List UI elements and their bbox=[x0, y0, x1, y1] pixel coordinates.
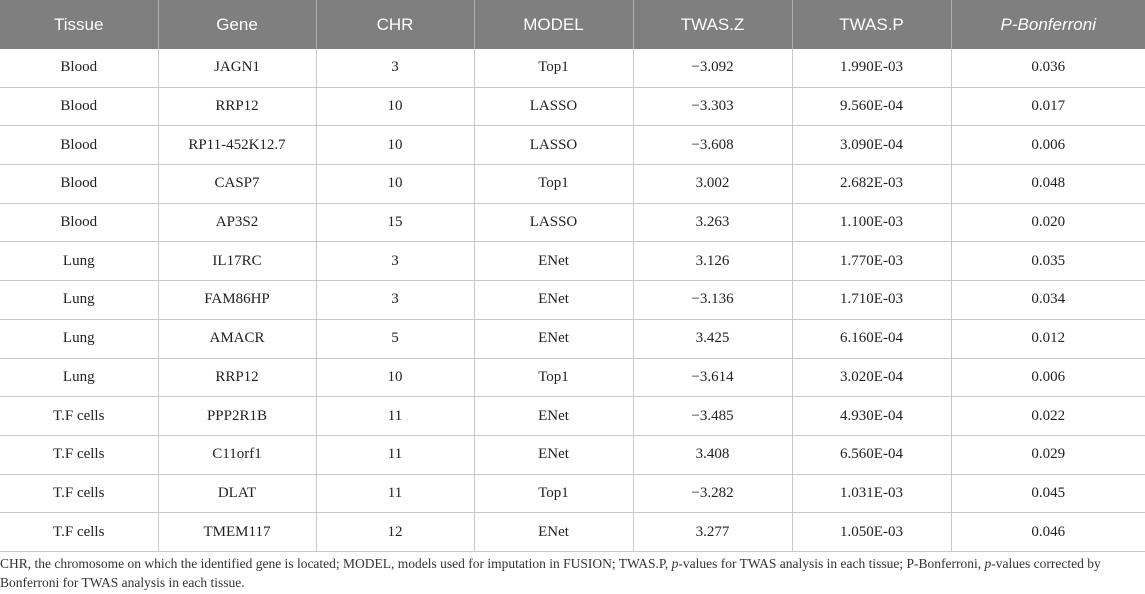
cell-twas-z: −3.092 bbox=[633, 49, 792, 87]
cell-p-bonferroni: 0.048 bbox=[951, 165, 1145, 204]
table-row bbox=[0, 281, 1145, 320]
cell-gene: DLAT bbox=[158, 474, 316, 513]
cell-gene: CASP7 bbox=[158, 165, 316, 204]
cell-model: LASSO bbox=[474, 126, 633, 165]
table-row bbox=[0, 513, 1145, 552]
cell-model: ENet bbox=[474, 281, 633, 320]
cell-tissue: T.F cells bbox=[0, 435, 158, 474]
table-row bbox=[0, 87, 1145, 126]
footnote-part1: CHR, the chromosome on which the identified gene is located; MODEL, models used for imputation in FUSION; TWAS.P, bbox=[0, 556, 672, 571]
cell-twas-p: 9.560E-04 bbox=[792, 87, 951, 126]
cell-p-bonferroni: 0.022 bbox=[951, 397, 1145, 436]
cell-chr: 11 bbox=[316, 397, 474, 436]
table-row bbox=[0, 165, 1145, 204]
cell-gene: FAM86HP bbox=[158, 281, 316, 320]
cell-twas-p: 1.990E-03 bbox=[792, 49, 951, 87]
table-row bbox=[0, 319, 1145, 358]
cell-p-bonferroni: 0.035 bbox=[951, 242, 1145, 281]
cell-chr: 11 bbox=[316, 435, 474, 474]
cell-tissue: Blood bbox=[0, 126, 158, 165]
cell-twas-p: 1.100E-03 bbox=[792, 203, 951, 242]
cell-twas-p: 6.560E-04 bbox=[792, 435, 951, 474]
cell-chr: 10 bbox=[316, 165, 474, 204]
footnote-part3: -values corrected by Bonferroni for TWAS analysis in each tissue. bbox=[0, 556, 1101, 590]
cell-twas-p: 1.770E-03 bbox=[792, 242, 951, 281]
cell-twas-z: −3.136 bbox=[633, 281, 792, 320]
cell-twas-p: 6.160E-04 bbox=[792, 319, 951, 358]
cell-model: Top1 bbox=[474, 474, 633, 513]
cell-chr: 3 bbox=[316, 49, 474, 87]
cell-model: Top1 bbox=[474, 49, 633, 87]
cell-tissue: Lung bbox=[0, 242, 158, 281]
cell-twas-p: 1.031E-03 bbox=[792, 474, 951, 513]
cell-model: ENet bbox=[474, 397, 633, 436]
cell-gene: IL17RC bbox=[158, 242, 316, 281]
cell-twas-z: −3.614 bbox=[633, 358, 792, 397]
cell-twas-p: 4.930E-04 bbox=[792, 397, 951, 436]
cell-twas-z: −3.485 bbox=[633, 397, 792, 436]
cell-p-bonferroni: 0.017 bbox=[951, 87, 1145, 126]
cell-gene: PPP2R1B bbox=[158, 397, 316, 436]
table-row bbox=[0, 203, 1145, 242]
cell-tissue: Lung bbox=[0, 281, 158, 320]
cell-gene: RP11-452K12.7 bbox=[158, 126, 316, 165]
cell-twas-p: 1.050E-03 bbox=[792, 513, 951, 552]
cell-p-bonferroni: 0.006 bbox=[951, 126, 1145, 165]
cell-gene: TMEM117 bbox=[158, 513, 316, 552]
table-row bbox=[0, 435, 1145, 474]
footnote-part2: -values for TWAS analysis in each tissue; P-Bonferroni, bbox=[678, 556, 985, 571]
cell-gene: RRP12 bbox=[158, 87, 316, 126]
cell-chr: 10 bbox=[316, 358, 474, 397]
cell-chr: 11 bbox=[316, 474, 474, 513]
table-row bbox=[0, 242, 1145, 281]
cell-twas-z: −3.608 bbox=[633, 126, 792, 165]
cell-tissue: Blood bbox=[0, 87, 158, 126]
cell-twas-z: 3.002 bbox=[633, 165, 792, 204]
cell-twas-z: −3.282 bbox=[633, 474, 792, 513]
cell-twas-p: 3.020E-04 bbox=[792, 358, 951, 397]
header-gene: Gene bbox=[158, 0, 316, 49]
table-header-row bbox=[0, 0, 1145, 49]
cell-model: Top1 bbox=[474, 358, 633, 397]
table-row bbox=[0, 474, 1145, 513]
cell-twas-z: 3.277 bbox=[633, 513, 792, 552]
cell-twas-z: 3.425 bbox=[633, 319, 792, 358]
cell-model: ENet bbox=[474, 435, 633, 474]
cell-p-bonferroni: 0.045 bbox=[951, 474, 1145, 513]
cell-model: ENet bbox=[474, 319, 633, 358]
cell-p-bonferroni: 0.036 bbox=[951, 49, 1145, 87]
cell-tissue: Blood bbox=[0, 49, 158, 87]
table-body bbox=[0, 49, 1145, 551]
cell-chr: 10 bbox=[316, 126, 474, 165]
header-tissue: Tissue bbox=[0, 0, 158, 49]
cell-twas-p: 3.090E-04 bbox=[792, 126, 951, 165]
cell-gene: AMACR bbox=[158, 319, 316, 358]
table-row bbox=[0, 358, 1145, 397]
cell-twas-z: 3.408 bbox=[633, 435, 792, 474]
header-p-bonferroni: P-Bonferroni bbox=[951, 0, 1145, 49]
cell-gene: C11orf1 bbox=[158, 435, 316, 474]
cell-tissue: T.F cells bbox=[0, 513, 158, 552]
cell-p-bonferroni: 0.034 bbox=[951, 281, 1145, 320]
cell-model: ENet bbox=[474, 242, 633, 281]
cell-p-bonferroni: 0.029 bbox=[951, 435, 1145, 474]
header-twas-p: TWAS.P bbox=[792, 0, 951, 49]
cell-twas-p: 1.710E-03 bbox=[792, 281, 951, 320]
cell-gene: RRP12 bbox=[158, 358, 316, 397]
table-row bbox=[0, 397, 1145, 436]
cell-tissue: Lung bbox=[0, 319, 158, 358]
cell-gene: AP3S2 bbox=[158, 203, 316, 242]
table-row bbox=[0, 126, 1145, 165]
header-model: MODEL bbox=[474, 0, 633, 49]
cell-model: LASSO bbox=[474, 87, 633, 126]
cell-chr: 12 bbox=[316, 513, 474, 552]
cell-tissue: Lung bbox=[0, 358, 158, 397]
cell-p-bonferroni: 0.020 bbox=[951, 203, 1145, 242]
cell-chr: 10 bbox=[316, 87, 474, 126]
footnote-p-italic-1: p bbox=[671, 556, 679, 571]
cell-chr: 3 bbox=[316, 242, 474, 281]
cell-model: LASSO bbox=[474, 203, 633, 242]
cell-p-bonferroni: 0.046 bbox=[951, 513, 1145, 552]
table-row bbox=[0, 49, 1145, 87]
header-twas-z: TWAS.Z bbox=[633, 0, 792, 49]
cell-tissue: Blood bbox=[0, 165, 158, 204]
cell-model: Top1 bbox=[474, 165, 633, 204]
header-chr: CHR bbox=[316, 0, 474, 49]
cell-model: ENet bbox=[474, 513, 633, 552]
cell-p-bonferroni: 0.006 bbox=[951, 358, 1145, 397]
cell-twas-p: 2.682E-03 bbox=[792, 165, 951, 204]
cell-tissue: Blood bbox=[0, 203, 158, 242]
cell-twas-z: −3.303 bbox=[633, 87, 792, 126]
cell-tissue: T.F cells bbox=[0, 474, 158, 513]
footnote-p-italic-2: p bbox=[984, 556, 992, 571]
table-footnote bbox=[0, 554, 1140, 592]
cell-p-bonferroni: 0.012 bbox=[951, 319, 1145, 358]
cell-chr: 3 bbox=[316, 281, 474, 320]
cell-twas-z: 3.263 bbox=[633, 203, 792, 242]
cell-chr: 5 bbox=[316, 319, 474, 358]
cell-tissue: T.F cells bbox=[0, 397, 158, 436]
cell-gene: JAGN1 bbox=[158, 49, 316, 87]
cell-chr: 15 bbox=[316, 203, 474, 242]
cell-twas-z: 3.126 bbox=[633, 242, 792, 281]
